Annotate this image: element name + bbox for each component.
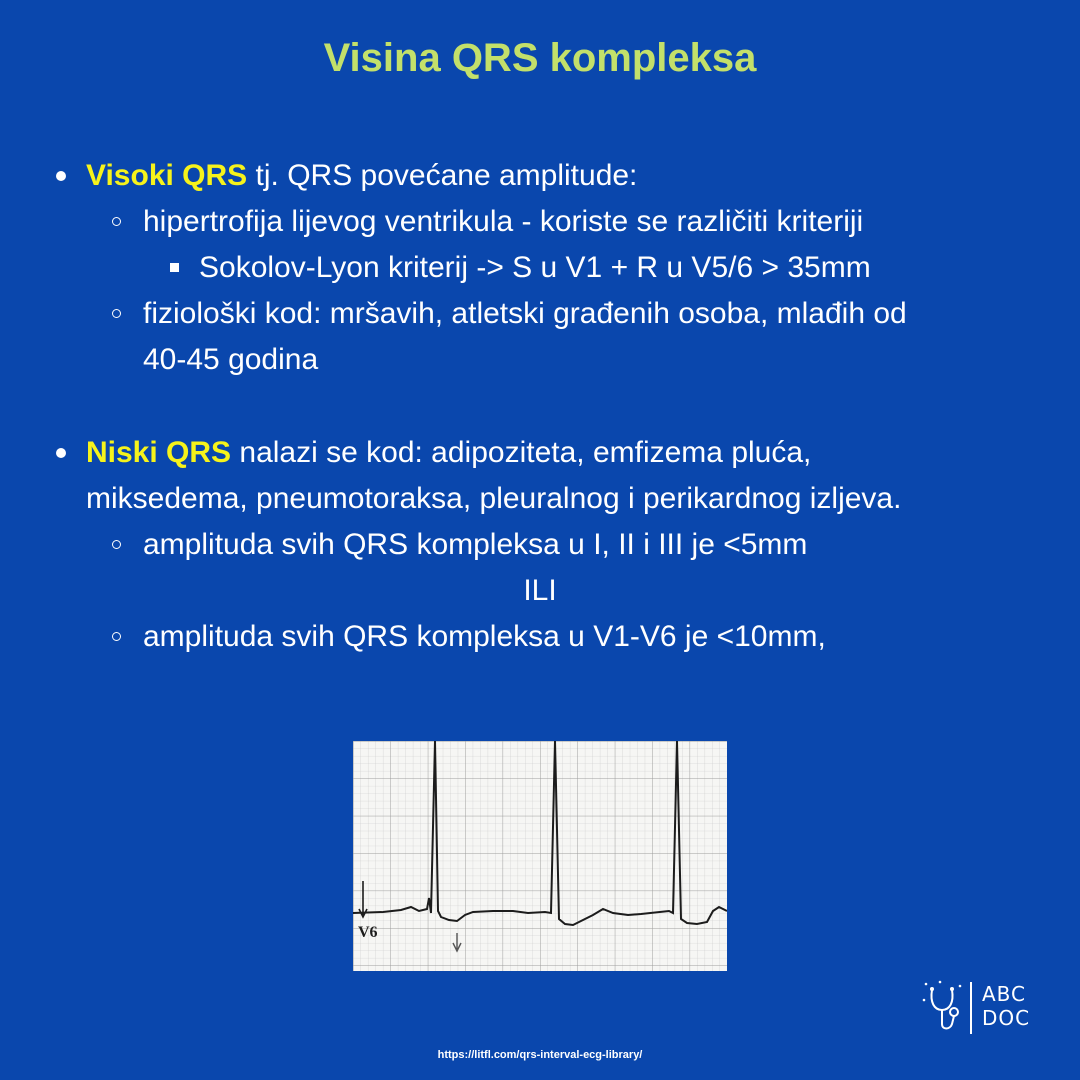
section2-header bbox=[86, 430, 811, 476]
section2-heading: Niski QRS bbox=[86, 436, 232, 469]
source-link[interactable]: https://litfl.com/qrs-interval-ecg-library/ bbox=[437, 1049, 643, 1061]
section2-intro-line2: miksedema, pneumotoraksa, pleuralnog i perikardnog izljeva. bbox=[86, 482, 902, 515]
section1-intro: tj. QRS povećane amplitude: bbox=[247, 159, 638, 192]
bullet-square bbox=[170, 263, 179, 272]
bullet-disc bbox=[56, 171, 66, 181]
bullet-circle bbox=[112, 632, 121, 641]
ecg-lead-label: V6 bbox=[358, 924, 378, 941]
logo-text: ABC DOC bbox=[982, 982, 1031, 1030]
section1-sub1: hipertrofija lijevog ventrikula - koriste se različiti kriteriji bbox=[143, 205, 864, 238]
bullet-circle bbox=[112, 540, 121, 549]
page-title: Visina QRS kompleksa bbox=[323, 36, 757, 80]
section1-header bbox=[86, 153, 637, 199]
bullet-circle bbox=[112, 309, 121, 318]
bullet-disc bbox=[56, 448, 66, 458]
ecg-strip-image bbox=[353, 741, 727, 971]
section1-subsub1: Sokolov-Lyon kriterij -> S u V1 + R u V5/6 > 35mm bbox=[199, 251, 871, 284]
bullet-circle bbox=[112, 217, 121, 226]
section2-sub2: amplituda svih QRS kompleksa u V1-V6 je <10mm, bbox=[143, 620, 826, 653]
logo-divider bbox=[970, 982, 972, 1034]
separator-ili: ILI bbox=[523, 574, 557, 607]
abcdoc-logo bbox=[920, 978, 1030, 1038]
stethoscope-icon bbox=[920, 978, 970, 1038]
section1-heading: Visoki QRS bbox=[86, 159, 248, 192]
section2-intro: nalazi se kod: adipoziteta, emfizema pluća, bbox=[231, 436, 812, 469]
section1-sub2-line2: 40-45 godina bbox=[143, 343, 319, 376]
section1-sub2-line1: fiziološki kod: mršavih, atletski građenih osoba, mlađih od bbox=[143, 297, 907, 330]
section2-sub1: amplituda svih QRS kompleksa u I, II i III je <5mm bbox=[143, 528, 808, 561]
